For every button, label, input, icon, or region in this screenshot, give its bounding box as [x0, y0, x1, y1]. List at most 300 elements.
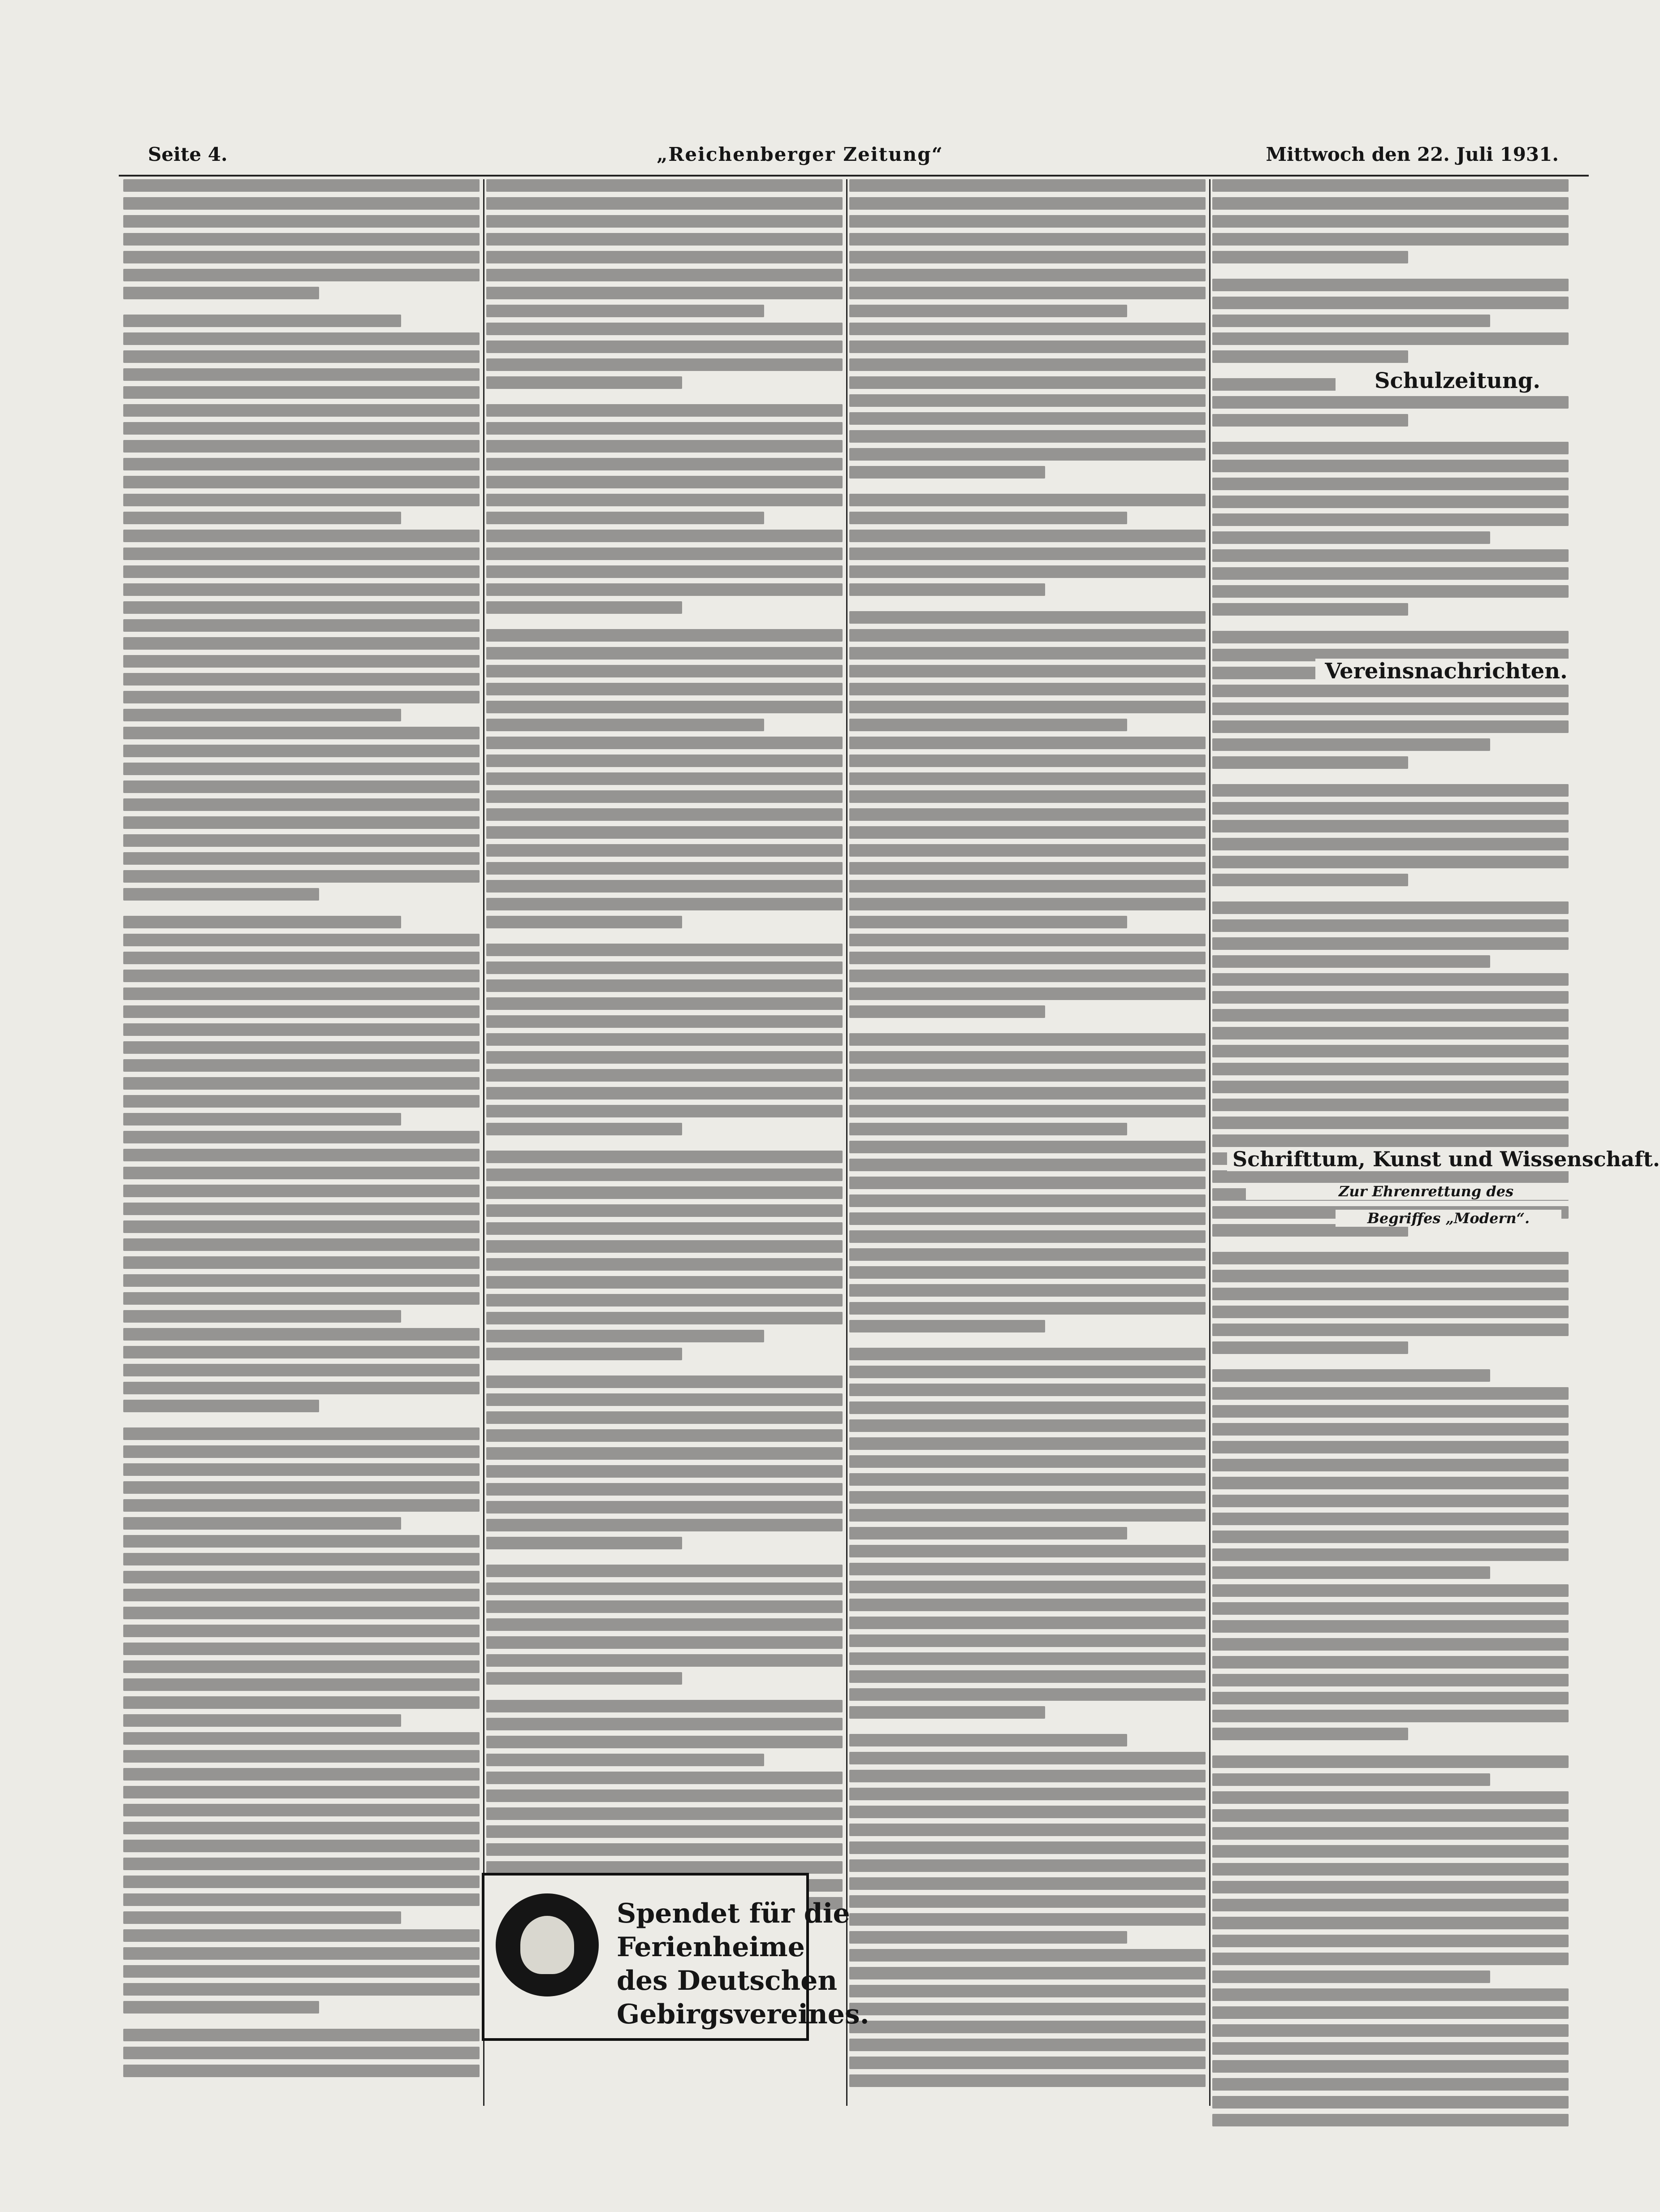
text-line: [123, 386, 480, 399]
text-line: [1212, 973, 1569, 986]
text-line: [849, 2003, 1206, 2015]
text-line: [486, 323, 843, 335]
text-line: [1212, 1584, 1569, 1597]
text-line: [123, 458, 480, 470]
text-line: [849, 394, 1206, 407]
text-line: [849, 179, 1206, 192]
text-line: [486, 772, 843, 785]
text-line: [1212, 802, 1569, 815]
text-line: [123, 1310, 401, 1323]
text-line: [486, 548, 843, 560]
text-line: [123, 1893, 480, 1906]
article-heading: Zur Ehrenrettung des: [1246, 1183, 1606, 1200]
text-line: [1212, 1459, 1569, 1471]
text-line: [1212, 315, 1490, 327]
text-line: [849, 737, 1206, 749]
text-line: [123, 1077, 480, 1090]
text-line: [1212, 1117, 1569, 1129]
text-line: [849, 1788, 1206, 1800]
text-line: [849, 1652, 1206, 1665]
text-line: [1212, 1306, 1569, 1318]
text-line: [849, 1005, 1045, 1018]
text-line: [486, 404, 843, 417]
text-line: [123, 1131, 480, 1143]
text-column: [486, 179, 843, 2106]
text-line: [123, 1328, 480, 1341]
text-line: [1212, 1953, 1569, 1965]
text-line: [123, 1023, 480, 1036]
text-line: [849, 898, 1206, 910]
text-line: [1212, 197, 1569, 210]
text-line: [123, 404, 480, 417]
text-line: [1212, 1602, 1569, 1615]
text-line: [849, 251, 1206, 263]
text-line: [486, 1483, 843, 1496]
text-line: [1212, 1081, 1569, 1093]
text-line: [849, 2039, 1206, 2051]
text-line: [849, 1841, 1206, 1854]
text-line: [123, 1714, 401, 1727]
text-line: [486, 737, 843, 749]
text-line: [849, 1230, 1206, 1243]
text-line: [123, 934, 480, 946]
text-line: [486, 1772, 843, 1784]
text-line: [849, 1248, 1206, 1261]
text-line: [849, 341, 1206, 353]
text-line: [123, 970, 480, 982]
text-line: [123, 834, 480, 847]
text-line: [849, 1734, 1127, 1746]
text-line: [849, 412, 1206, 425]
text-line: [849, 1087, 1206, 1100]
text-line: [849, 880, 1206, 893]
text-line: [486, 341, 843, 353]
text-line: [849, 1770, 1206, 1782]
ad-text-line: Ferienheime: [617, 1932, 805, 1963]
text-line: [849, 1634, 1206, 1647]
text-line: [849, 683, 1206, 695]
text-line: [486, 1861, 843, 1874]
text-line: [1212, 1513, 1569, 1525]
text-line: [123, 1589, 480, 1601]
text-line: [123, 1364, 480, 1376]
text-line: [123, 315, 401, 327]
text-line: [486, 251, 843, 263]
text-line: [123, 422, 480, 435]
text-line: [849, 1123, 1127, 1135]
text-line: [1212, 1710, 1569, 1722]
column-divider: [846, 179, 847, 2106]
text-line: [849, 1877, 1206, 1890]
text-line: [486, 1447, 843, 1460]
text-line: [123, 530, 480, 542]
text-line: [1212, 279, 1569, 291]
text-line: [849, 844, 1206, 857]
text-line: [849, 1509, 1206, 1522]
text-line: [849, 1670, 1206, 1683]
emblem-icon: [496, 1893, 599, 1996]
article-heading: Begriffes „Modern“.: [1336, 1210, 1561, 1227]
text-line: [849, 1105, 1206, 1117]
text-line: [849, 1194, 1206, 1207]
text-line: [1212, 531, 1490, 544]
text-line: [849, 790, 1206, 803]
text-line: [486, 979, 843, 992]
text-line: [849, 629, 1206, 642]
text-line: [849, 376, 1206, 389]
text-line: [1212, 1170, 1569, 1183]
text-line: [849, 512, 1127, 524]
text-line: [1212, 478, 1569, 490]
text-column: [849, 179, 1206, 2106]
text-line: [123, 1220, 480, 1233]
text-line: [1212, 2114, 1569, 2126]
issue-date: Mittwoch den 22. Juli 1931.: [1266, 143, 1559, 165]
text-line: [1212, 820, 1569, 832]
text-line: [123, 2001, 319, 2014]
text-line: [486, 1204, 843, 1217]
text-line: [486, 1754, 764, 1766]
text-line: [849, 1437, 1206, 1450]
text-column: [1212, 179, 1569, 2106]
text-line: [123, 1768, 480, 1781]
text-line: [849, 1384, 1206, 1396]
text-line: [1212, 1809, 1569, 1822]
text-line: [486, 494, 843, 506]
text-line: [1212, 2042, 1569, 2055]
text-line: [1212, 1405, 1569, 1418]
text-line: [123, 1660, 480, 1673]
text-line: [1212, 1387, 1569, 1400]
text-line: [123, 1517, 401, 1530]
text-line: [849, 952, 1206, 964]
text-line: [1212, 955, 1490, 968]
text-line: [849, 1913, 1206, 1926]
text-line: [1212, 2078, 1569, 2091]
text-line: [849, 1051, 1206, 1064]
text-line: [849, 826, 1206, 839]
text-line: [123, 1911, 401, 1924]
text-line: [123, 1553, 480, 1565]
text-line: [123, 1463, 480, 1476]
text-line: [486, 844, 843, 857]
text-line: [1212, 496, 1569, 508]
text-line: [849, 1688, 1206, 1701]
text-line: [123, 1346, 480, 1358]
text-line: [486, 1672, 682, 1685]
text-line: [123, 1238, 480, 1251]
text-line: [486, 422, 843, 435]
text-line: [1212, 396, 1569, 409]
text-line: [123, 1400, 319, 1412]
text-line: [849, 305, 1127, 317]
text-line: [486, 1519, 843, 1531]
text-line: [1212, 1566, 1490, 1579]
text-line: [849, 2074, 1206, 2087]
text-line: [1212, 1477, 1569, 1489]
text-line: [123, 440, 480, 453]
text-line: [123, 287, 319, 299]
text-line: [1212, 1692, 1569, 1704]
text-line: [1212, 1009, 1569, 1022]
text-line: [123, 1858, 480, 1870]
text-line: [849, 197, 1206, 210]
text-line: [486, 880, 843, 893]
text-line: [1212, 549, 1569, 562]
text-line: [849, 611, 1206, 624]
text-line: [123, 1929, 480, 1942]
text-line: [1212, 1638, 1569, 1651]
text-line: [486, 701, 843, 713]
text-line: [486, 1465, 843, 1478]
text-line: [1212, 756, 1408, 769]
text-line: [849, 1348, 1206, 1360]
text-line: [486, 179, 843, 192]
text-line: [849, 1599, 1206, 1611]
text-line: [849, 1177, 1206, 1189]
text-line: [1212, 179, 1569, 192]
text-line: [486, 1276, 843, 1289]
text-line: [849, 970, 1206, 982]
text-line: [849, 1824, 1206, 1836]
text-line: [123, 2029, 480, 2041]
text-line: [123, 952, 480, 964]
text-line: [486, 1312, 843, 1324]
text-line: [1212, 838, 1569, 850]
text-line: [123, 1947, 480, 1960]
text-line: [849, 1401, 1206, 1414]
text-line: [123, 1571, 480, 1583]
text-line: [849, 548, 1206, 560]
text-line: [123, 1876, 480, 1888]
text-line: [849, 1806, 1206, 1818]
text-line: [849, 1455, 1206, 1468]
text-line: [486, 565, 843, 578]
text-line: [1212, 2060, 1569, 2073]
text-line: [1212, 2024, 1569, 2037]
text-line: [123, 1696, 480, 1709]
text-line: [486, 512, 764, 524]
text-line: [849, 1033, 1206, 1046]
text-line: [1212, 631, 1569, 643]
ad-text-line: des Deutschen: [617, 1965, 838, 1996]
text-line: [486, 1151, 843, 1163]
text-line: [123, 583, 480, 596]
text-line: [123, 916, 401, 928]
text-line: [123, 1005, 480, 1018]
text-line: [486, 215, 843, 228]
text-line: [1212, 442, 1569, 454]
text-line: [123, 2065, 480, 2077]
text-line: [486, 1069, 843, 1082]
text-line: [849, 233, 1206, 246]
text-line: [849, 1366, 1206, 1378]
text-line: [1212, 460, 1569, 472]
text-line: [849, 1491, 1206, 1504]
text-line: [123, 1732, 480, 1745]
text-line: [849, 2057, 1206, 2069]
text-line: [849, 1473, 1206, 1486]
text-line: [123, 798, 480, 811]
text-line: [486, 1582, 843, 1595]
text-line: [849, 287, 1206, 299]
text-line: [486, 1033, 843, 1046]
text-line: [849, 1895, 1206, 1908]
text-line: [486, 1700, 843, 1712]
text-line: [849, 755, 1206, 767]
text-line: [486, 1330, 764, 1342]
text-line: [123, 350, 480, 363]
text-line: [123, 1965, 480, 1978]
text-line: [123, 745, 480, 757]
text-line: [849, 1527, 1127, 1539]
text-line: [849, 1302, 1206, 1315]
text-column: [123, 179, 480, 2106]
text-line: [123, 816, 480, 829]
text-line: [123, 1427, 480, 1440]
text-line: [849, 215, 1206, 228]
text-line: [123, 987, 480, 1000]
text-line: [123, 1786, 480, 1798]
text-line: [486, 1600, 843, 1613]
text-line: [849, 862, 1206, 875]
text-line: [486, 1105, 843, 1117]
text-line: [1212, 1881, 1569, 1893]
text-line: [849, 1581, 1206, 1593]
text-line: [849, 1563, 1206, 1575]
text-line: [123, 1678, 480, 1691]
text-line: [486, 808, 843, 821]
text-line: [123, 565, 480, 578]
text-line: [1212, 1988, 1569, 2001]
text-line: [1212, 567, 1569, 580]
text-line: [1212, 1045, 1569, 1057]
text-line: [1212, 1917, 1569, 1929]
text-line: [486, 719, 764, 731]
text-line: [123, 1167, 480, 1179]
text-line: [1212, 350, 1408, 363]
text-line: [1212, 2006, 1569, 2019]
text-line: [123, 1607, 480, 1619]
text-line: [486, 1240, 843, 1253]
text-line: [123, 1643, 480, 1655]
text-line: [123, 1185, 480, 1197]
text-line: [123, 1535, 480, 1548]
text-line: [486, 665, 843, 677]
text-line: [1212, 919, 1569, 932]
text-line: [1212, 1288, 1569, 1300]
text-line: [1212, 1341, 1408, 1354]
text-line: [1212, 1827, 1569, 1840]
text-line: [486, 944, 843, 956]
text-line: [849, 701, 1206, 713]
text-line: [123, 1625, 480, 1637]
text-line: [1212, 251, 1408, 263]
text-line: [849, 1069, 1206, 1082]
text-line: [1212, 937, 1569, 950]
text-line: [486, 826, 843, 839]
text-line: [849, 808, 1206, 821]
text-line: [1212, 991, 1569, 1004]
text-line: [486, 1375, 843, 1388]
text-line: [486, 790, 843, 803]
ad-text-line: Spendet für die: [617, 1898, 850, 1929]
text-line: [1212, 1548, 1569, 1561]
text-line: [486, 683, 843, 695]
text-line: [123, 332, 480, 345]
text-line: [849, 1967, 1206, 1979]
text-line: [486, 1186, 843, 1199]
text-line: [1212, 720, 1569, 733]
text-line: [1212, 1495, 1569, 1507]
text-line: [1212, 1441, 1569, 1453]
text-line: [1212, 1728, 1408, 1740]
text-line: [123, 197, 480, 210]
text-line: [123, 691, 480, 703]
text-line: [849, 2021, 1206, 2033]
text-line: [486, 1258, 843, 1271]
text-line: [486, 583, 843, 596]
text-line: [486, 1348, 682, 1360]
text-line: [486, 1169, 843, 1181]
text-line: [123, 1840, 480, 1852]
text-line: [486, 898, 843, 910]
text-line: [1212, 1252, 1569, 1264]
text-line: [123, 368, 480, 381]
text-line: [1212, 856, 1569, 868]
text-line: [486, 1537, 682, 1549]
text-line: [1212, 1845, 1569, 1858]
text-line: [1212, 874, 1408, 886]
text-line: [1212, 1369, 1490, 1382]
text-line: [1212, 1935, 1569, 1947]
text-line: [486, 197, 843, 210]
text-line: [1212, 1423, 1569, 1436]
column-divider: [1209, 179, 1210, 2106]
text-line: [123, 637, 480, 650]
text-line: [486, 1618, 843, 1631]
text-line: [1212, 414, 1408, 427]
text-line: [849, 1284, 1206, 1297]
text-line: [486, 997, 843, 1010]
text-line: [486, 1222, 843, 1235]
text-line: [849, 583, 1045, 596]
text-line: [486, 358, 843, 371]
ad-text-line: Gebirgsvereines.: [617, 1999, 869, 2030]
text-line: [123, 251, 480, 263]
text-line: [1212, 603, 1408, 616]
text-line: [123, 655, 480, 668]
text-line: [486, 1087, 843, 1100]
text-line: [849, 1985, 1206, 1997]
text-line: [123, 1041, 480, 1054]
text-line: [1212, 1899, 1569, 1911]
text-line: [1212, 332, 1569, 345]
text-line: [1212, 1791, 1569, 1804]
text-line: [849, 1859, 1206, 1872]
text-line: [123, 1499, 480, 1512]
text-line: [486, 1294, 843, 1307]
section-heading: Schrifttum, Kunst und Wissenschaft.: [1227, 1147, 1605, 1171]
text-line: [1212, 1773, 1490, 1786]
text-line: [123, 673, 480, 686]
text-line: [123, 1445, 480, 1458]
text-line: [486, 440, 843, 453]
text-line: [123, 1481, 480, 1494]
text-line: [486, 1843, 843, 1856]
text-line: [1212, 513, 1569, 526]
text-line: [123, 179, 480, 192]
